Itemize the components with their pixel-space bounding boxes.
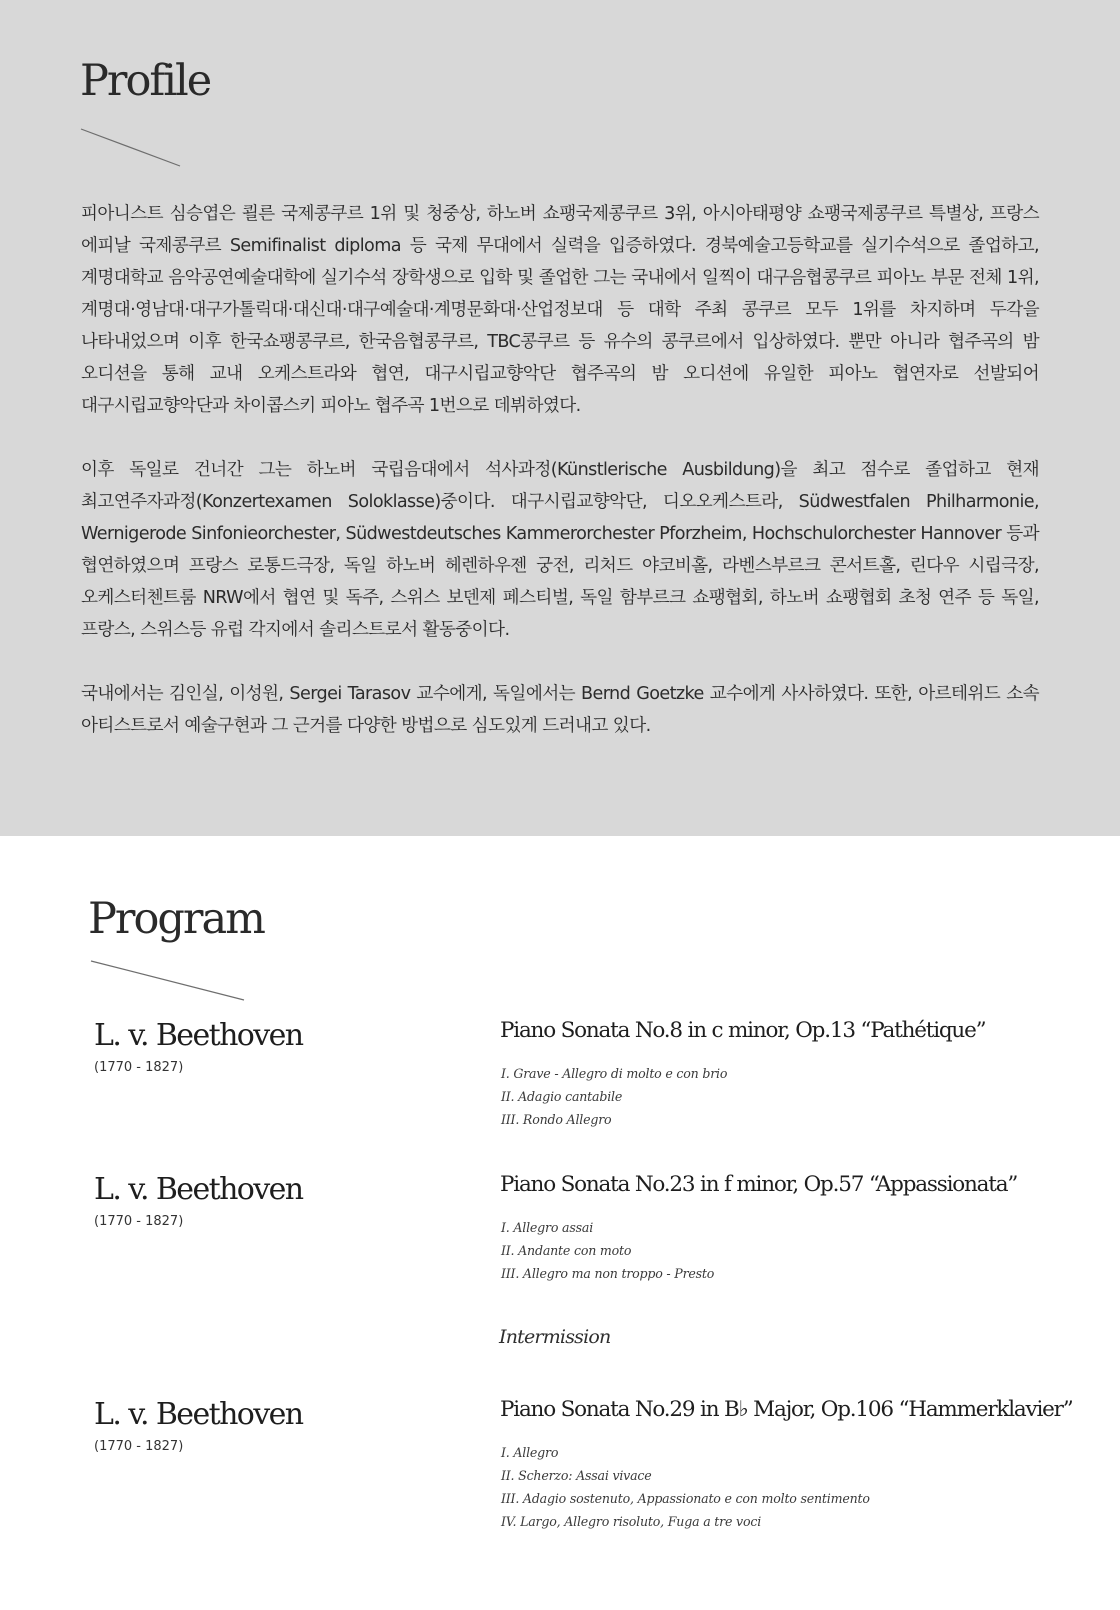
program-title: Program: [88, 894, 264, 944]
work-title: Piano Sonata No.23 in f minor, Op.57 “Appassionata”: [500, 1172, 1018, 1197]
movement: I. Allegro assai: [501, 1220, 594, 1235]
movement: IV. Largo, Allegro risoluto, Fuga a tre voci: [501, 1514, 762, 1529]
composer-years: (1770 - 1827): [94, 1439, 184, 1454]
profile-paragraph-3: 국내에서는 김인실, 이성원, Sergei Tarasov 교수에게, 독일에서는 Bernd Goetzke 교수에게 사사하였다. 또한, 아르테위드 소속 아티스트로서 예술구현과 그 근거를 다양한 방법으로 심도있게 드러내고 있다.: [81, 684, 1039, 736]
composer-years: (1770 - 1827): [94, 1060, 184, 1075]
program-divider: [90, 960, 246, 1002]
composer-years: (1770 - 1827): [94, 1214, 184, 1229]
movement: II. Adagio cantabile: [501, 1089, 623, 1104]
movement: I. Grave - Allegro di molto e con brio: [501, 1066, 728, 1081]
work-title: Piano Sonata No.29 in B♭ Major, Op.106 “Hammerklavier”: [500, 1397, 1073, 1422]
movement: II. Scherzo: Assai vivace: [501, 1468, 652, 1483]
movement-list: [501, 1441, 870, 1533]
movement: III. Allegro ma non troppo - Presto: [501, 1266, 715, 1281]
movement: I. Allegro: [501, 1445, 559, 1460]
composer-name: L. v. Beethoven: [94, 1397, 303, 1432]
movement-list: [501, 1216, 714, 1285]
profile-divider: [80, 128, 182, 168]
profile-title: Profile: [80, 56, 211, 106]
movement: III. Rondo Allegro: [501, 1112, 612, 1127]
movement: II. Andante con moto: [501, 1243, 632, 1258]
composer-name: L. v. Beethoven: [94, 1172, 303, 1207]
movement: III. Adagio sostenuto, Appassionato e con molto sentimento: [501, 1491, 870, 1506]
work-title: Piano Sonata No.8 in c minor, Op.13 “Pathétique”: [500, 1018, 986, 1043]
profile-body: [81, 198, 1039, 774]
intermission-label: Intermission: [499, 1326, 611, 1348]
profile-paragraph-1: 피아니스트 심승엽은 쾰른 국제콩쿠르 1위 및 청중상, 하노버 쇼팽국제콩쿠르 3위, 아시아태평양 쇼팽국제콩쿠르 특별상, 프랑스 에피날 국제콩쿠르 Semifinalist diploma 등 국제 무대에서 실력을 입증하였다. 경북예술고등학교를 실기수석으로 졸업하고, 계명대학교 음악공연예술대학에 실기수석 장학생으로 입학 및 졸업한 그는 국내에서 일찍이 대구음협콩쿠르 피아노 부문 전체 1위, 계명대·영남대·대구가톨릭대·대신대·대구예술대·계명문화대·산업정보대 등 대학 주최 콩쿠르 모두 1위를 차지하며 두각을 나타내었으며 이후 한국쇼팽콩쿠르, 한국음협콩쿠르, TBC콩쿠르 등 유수의 콩쿠르에서 입상하였다. 뿐만 아니라 협주곡의 밤 오디션을 통해 교내 오케스트라와 협연, 대구시립교향악단 협주곡의 밤 오디션에 유일한 피아노 협연자로 선발되어 대구시립교향악단과 차이콥스키 피아노 협주곡 1번으로 데뷔하였다.: [81, 204, 1039, 416]
composer-name: L. v. Beethoven: [94, 1018, 303, 1053]
movement-list: [501, 1062, 727, 1131]
profile-paragraph-2: 이후 독일로 건너간 그는 하노버 국립음대에서 석사과정(Künstlerische Ausbildung)을 최고 점수로 졸업하고 현재 최고연주자과정(Konzertexamen Soloklasse)중이다. 대구시립교향악단, 디오오케스트라, Südwestfalen Philharmonie, Wernigerode Sinfonieorchester, Südwestdeutsches Kammerorchester Pforzheim, Hochschulorchester Hannover 등과 협연하였으며 프랑스 로통드극장, 독일 하노버 헤렌하우젠 궁전, 리처드 야코비홀, 라벤스부르크 콘서트홀, 린다우 시립극장, 오케스터첸트룸 NRW에서 협연 및 독주, 스위스 보덴제 페스티벌, 독일 함부르크 쇼팽협회, 하노버 쇼팽협회 초청 연주 등 독일, 프랑스, 스위스등 유럽 각지에서 솔리스트로서 활동중이다.: [81, 460, 1039, 640]
